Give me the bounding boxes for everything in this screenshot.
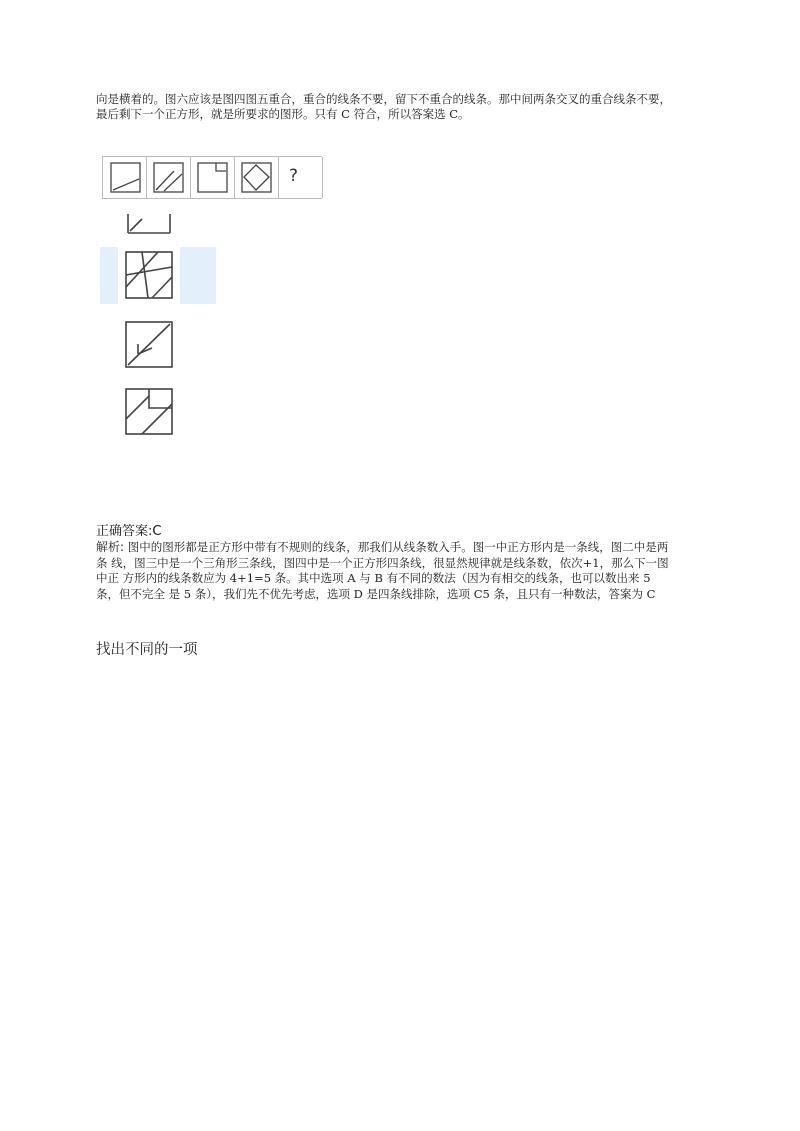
option-c-figure xyxy=(118,318,180,370)
option-b-figure xyxy=(118,247,180,304)
question-mark: ? xyxy=(289,166,299,186)
option-b-highlight-left xyxy=(100,247,118,304)
explanation-paragraph xyxy=(96,92,706,122)
analysis-line-1: 图中的图形都是正方形中带有不规则的线条，那我们从线条数入手。图一中正方形内是一条线，图二中是两 xyxy=(124,540,669,554)
analysis-line-4: 条，但不完全 是 5 条），我们先不优先考虑，选项 D 是四条线排除，选项 C5 条，且只有一种数法，答案为 C xyxy=(96,586,656,601)
option-a-figure xyxy=(120,214,180,236)
next-question-title: 找出不同的一项 xyxy=(96,642,198,658)
figure-3 xyxy=(198,163,227,192)
explanation-line-1: 向是横着的。图六应该是图四图五重合，重合的线条不要，留下不重合的线条。那中间两条交叉的重合线条不要， xyxy=(96,92,671,106)
analysis-line-3: 中正 方形内的线条数应为 4+1=5 条。其中选项 A 与 B 有不同的数法（因为有相交的线条，也可以数出来 5 xyxy=(96,571,651,585)
figure-4 xyxy=(242,163,271,192)
analysis-paragraph xyxy=(96,540,706,602)
analysis-label: 解析: xyxy=(96,540,125,554)
figure-2 xyxy=(154,163,183,192)
option-d-figure xyxy=(118,386,180,438)
question-figure-strip xyxy=(102,156,322,199)
option-b-highlight-right xyxy=(180,247,216,304)
correct-answer: 正确答案:C xyxy=(96,524,162,539)
figure-1 xyxy=(111,163,140,192)
analysis-line-2: 条 线，图三中是一个三角形三条线，图四中是一个正方形四条线，很显然规律就是线条数，依次+1，那么下一图 xyxy=(96,555,669,570)
explanation-line-2: 最后剩下一个正方形，就是所要求的图形。只有 C 符合，所以答案选 C。 xyxy=(96,107,470,121)
